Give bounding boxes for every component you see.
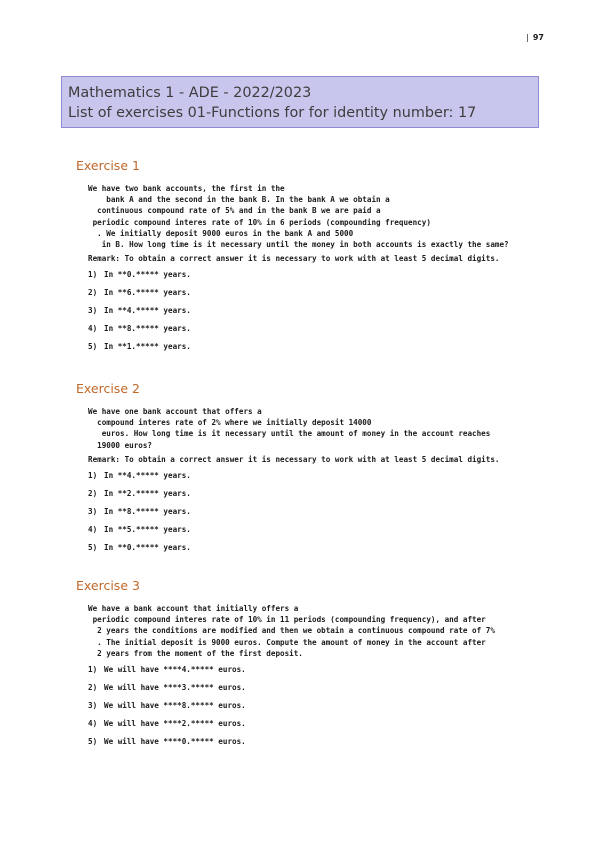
exercise-statement [88,406,546,451]
statement-line: 19000 euros? [88,440,153,450]
remark: Remark: To obtain a correct answer it is necessary to work with at least 5 decimal digits. [88,254,500,264]
option-text: In **8.***** years. [104,324,191,334]
option-number: 4) [88,525,98,535]
statement-line: compound interes rate of 2% where we initially deposit 14000 [88,418,372,428]
option-text: In **8.***** years. [104,507,191,517]
statement-line: We have two bank accounts, the first in the [88,184,285,193]
answer-option[interactable] [88,287,546,305]
answer-option[interactable] [88,542,546,560]
answer-option[interactable] [88,488,546,506]
answer-option[interactable] [88,664,546,682]
option-text: We will have ****8.***** euros. [104,701,246,711]
option-text: In **1.***** years. [104,342,191,352]
statement-line: bank A and the second in the bank B. In the bank A we obtain a [88,195,390,205]
exercise-1 [76,158,546,359]
option-number: 1) [88,471,98,481]
answer-option[interactable] [88,718,546,736]
option-text: We will have ****4.***** euros. [104,665,246,675]
option-number: 3) [88,701,98,711]
option-text: In **2.***** years. [104,489,191,499]
option-number: 5) [88,342,98,352]
option-text: In **4.***** years. [104,306,191,316]
page-number-divider: | [526,33,529,42]
option-text: We will have ****3.***** euros. [104,683,246,693]
answer-option[interactable] [88,682,546,700]
answer-option[interactable] [88,700,546,718]
statement-line: continuous compound rate of 5% and in the bank B we are paid a [88,206,381,216]
option-text: We will have ****0.***** euros. [104,737,246,747]
course-title: Mathematics 1 - ADE - 2022/2023 [68,85,312,101]
answer-option[interactable] [88,305,546,323]
statement-line: 2 years from the moment of the first deposit. [88,648,303,658]
option-text: We will have ****2.***** euros. [104,719,246,729]
answer-option[interactable] [88,323,546,341]
exercise-title: Exercise 2 [76,381,140,396]
exercise-2 [76,381,546,560]
option-text: In **6.***** years. [104,288,191,298]
option-number: 1) [88,665,98,675]
answer-option[interactable] [88,269,546,287]
statement-line: in B. How long time is it necessary until the money in both accounts is exactly the same? [88,240,509,250]
option-text: In **0.***** years. [104,270,191,280]
option-text: In **5.***** years. [104,525,191,535]
option-number: 1) [88,270,98,280]
remark: Remark: To obtain a correct answer it is necessary to work with at least 5 decimal digits. [88,454,500,464]
document-header [61,76,539,128]
option-number: 4) [88,719,98,729]
page-number [526,33,544,42]
option-number: 3) [88,507,98,517]
option-number: 3) [88,306,98,316]
option-number: 5) [88,543,98,553]
answer-options [88,269,546,359]
exercise-3 [76,578,546,754]
statement-line: periodic compound interes rate of 10% in 11 periods (compounding frequency), and after [88,615,486,625]
option-text: In **4.***** years. [104,471,191,481]
option-number: 4) [88,324,98,334]
option-text: In **0.***** years. [104,543,191,553]
page-number-value: 97 [532,33,544,42]
answer-option[interactable] [88,341,546,359]
answer-options [88,664,546,754]
answer-option[interactable] [88,470,546,488]
answer-option[interactable] [88,736,546,754]
statement-line: . The initial deposit is 9000 euros. Compute the amount of money in the account after [88,637,486,647]
exercise-statement [88,603,546,659]
statement-line: periodic compound interes rate of 10% in 6 periods (compounding frequency) [88,217,431,227]
statement-line: We have a bank account that initially offers a [88,604,299,613]
answer-option[interactable] [88,506,546,524]
answer-option[interactable] [88,524,546,542]
option-number: 2) [88,288,98,298]
option-number: 5) [88,737,98,747]
statement-line: . We initially deposit 9000 euros in the bank A and 5000 [88,228,354,238]
exercise-list-title: List of exercises 01-Functions for for identity number: 17 [68,105,477,121]
answer-options [88,470,546,560]
option-number: 2) [88,683,98,693]
exercise-statement [88,183,546,250]
option-number: 2) [88,489,98,499]
statement-line: euros. How long time is it necessary until the amount of money in the account reaches [88,429,491,439]
statement-line: 2 years the conditions are modified and then we obtain a continuous compound rate of 7% [88,626,495,636]
exercise-title: Exercise 1 [76,158,140,173]
statement-line: We have one bank account that offers a [88,407,262,416]
exercise-title: Exercise 3 [76,578,140,593]
